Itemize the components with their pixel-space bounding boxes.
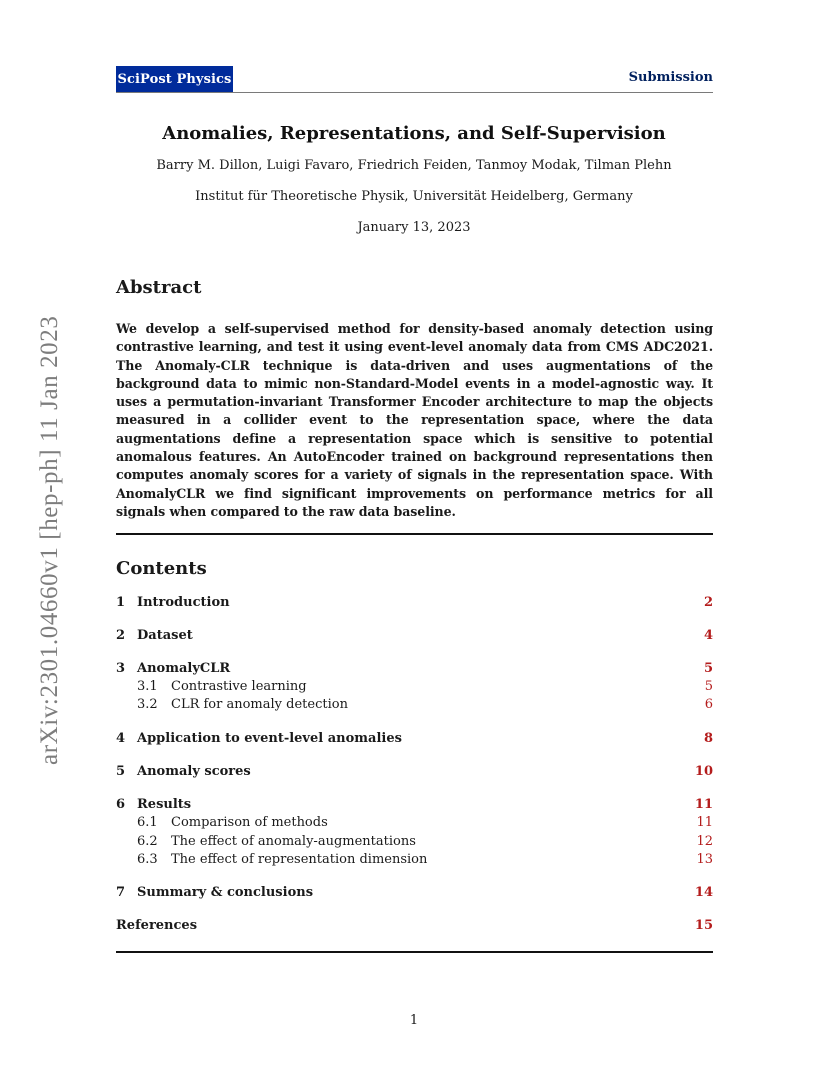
toc-number: 2 — [116, 628, 126, 643]
toc-entry[interactable] — [116, 731, 713, 746]
toc-page-link[interactable]: 2 — [703, 595, 713, 610]
toc-title: Summary & conclusions — [137, 885, 314, 900]
toc-number: 3.1 — [137, 679, 158, 694]
header-divider — [116, 92, 713, 93]
toc-number: 1 — [116, 595, 126, 610]
toc-title: Application to event-level anomalies — [137, 731, 402, 746]
toc-page-link[interactable]: 5 — [703, 661, 713, 676]
abstract-divider — [116, 533, 713, 535]
toc-entry[interactable] — [116, 628, 713, 643]
toc-entry[interactable] — [116, 661, 713, 676]
toc-subentry[interactable] — [116, 834, 713, 849]
toc-title: Comparison of methods — [171, 815, 328, 830]
toc-page-link[interactable]: 4 — [703, 628, 713, 643]
toc-number: 5 — [116, 764, 126, 779]
toc-entry[interactable] — [116, 918, 713, 933]
page-number: 1 — [409, 1013, 419, 1028]
toc-title: Results — [137, 797, 192, 812]
toc-page-link[interactable]: 11 — [694, 797, 713, 812]
toc-page-link[interactable]: 8 — [703, 731, 713, 746]
abstract-text: We develop a self-supervised method for density-based anomaly detection using contrastive learning, and test it using event-level anomaly data from CMS ADC2021. The Anomaly-CLR technique is data-driven and uses augmentations of the background data to mimic non-Standard-Model events in a model-agnostic way. It uses a permutation-invariant Transformer Encoder architecture to map the objects measured in a collider event to the representation space, where the data augmentations define a representation space which is sensitive to potential anomalous features. An AutoEncoder trained on background representations then computes anomaly scores for a variety of signals in the representation space. With AnomalyCLR we find significant improvements on performance metrics for all signals when compared to the raw data baseline. — [116, 321, 713, 519]
arxiv-identifier: arXiv:2301.04660v1 [hep-ph] 11 Jan 2023 — [36, 315, 63, 765]
toc-page-link[interactable]: 5 — [704, 679, 713, 694]
toc-entry[interactable] — [116, 797, 713, 812]
toc-page-link[interactable]: 15 — [694, 918, 713, 933]
toc-title: Contrastive learning — [171, 679, 307, 694]
toc-page-link[interactable]: 14 — [694, 885, 713, 900]
toc-number: 7 — [116, 885, 126, 900]
toc-page-link[interactable]: 10 — [694, 764, 713, 779]
toc-subentry[interactable] — [116, 815, 713, 830]
paper-title: Anomalies, Representations, and Self-Supervision — [162, 123, 666, 144]
toc-subentry[interactable] — [116, 697, 713, 712]
toc-number: 6.3 — [137, 852, 158, 867]
toc-entry[interactable] — [116, 885, 713, 900]
toc-title: Dataset — [137, 628, 193, 643]
contents-heading: Contents — [116, 558, 207, 579]
toc-number: 6 — [116, 797, 126, 812]
toc-number: 3.2 — [137, 697, 158, 712]
toc-number: 6.1 — [137, 815, 158, 830]
toc-entry[interactable] — [116, 595, 713, 610]
toc-page-link[interactable]: 13 — [696, 852, 713, 867]
toc-title: Introduction — [137, 595, 230, 610]
toc-title: References — [116, 918, 198, 933]
toc-page-link[interactable]: 6 — [704, 697, 713, 712]
author-list: Barry M. Dillon, Luigi Favaro, Friedrich Feiden, Tanmoy Modak, Tilman Plehn — [156, 158, 672, 173]
toc-title: Anomaly scores — [137, 764, 251, 779]
journal-badge: SciPost Physics — [116, 66, 233, 92]
toc-title: The effect of anomaly-augmentations — [171, 834, 416, 849]
toc-number: 4 — [116, 731, 126, 746]
toc-number: 6.2 — [137, 834, 158, 849]
toc-title: AnomalyCLR — [137, 661, 231, 676]
toc-subentry[interactable] — [116, 852, 713, 867]
toc-page-link[interactable]: 12 — [696, 834, 713, 849]
affiliation: Institut für Theoretische Physik, Universität Heidelberg, Germany — [195, 189, 633, 204]
toc-entry[interactable] — [116, 764, 713, 779]
toc-number: 3 — [116, 661, 126, 676]
contents-divider — [116, 951, 713, 953]
paper-date: January 13, 2023 — [357, 220, 471, 235]
abstract-heading: Abstract — [116, 277, 202, 298]
toc-page-link[interactable]: 11 — [696, 815, 713, 830]
submission-label: Submission — [628, 70, 713, 85]
toc-title: CLR for anomaly detection — [171, 697, 348, 712]
toc-title: The effect of representation dimension — [171, 852, 428, 867]
toc-subentry[interactable] — [116, 679, 713, 694]
